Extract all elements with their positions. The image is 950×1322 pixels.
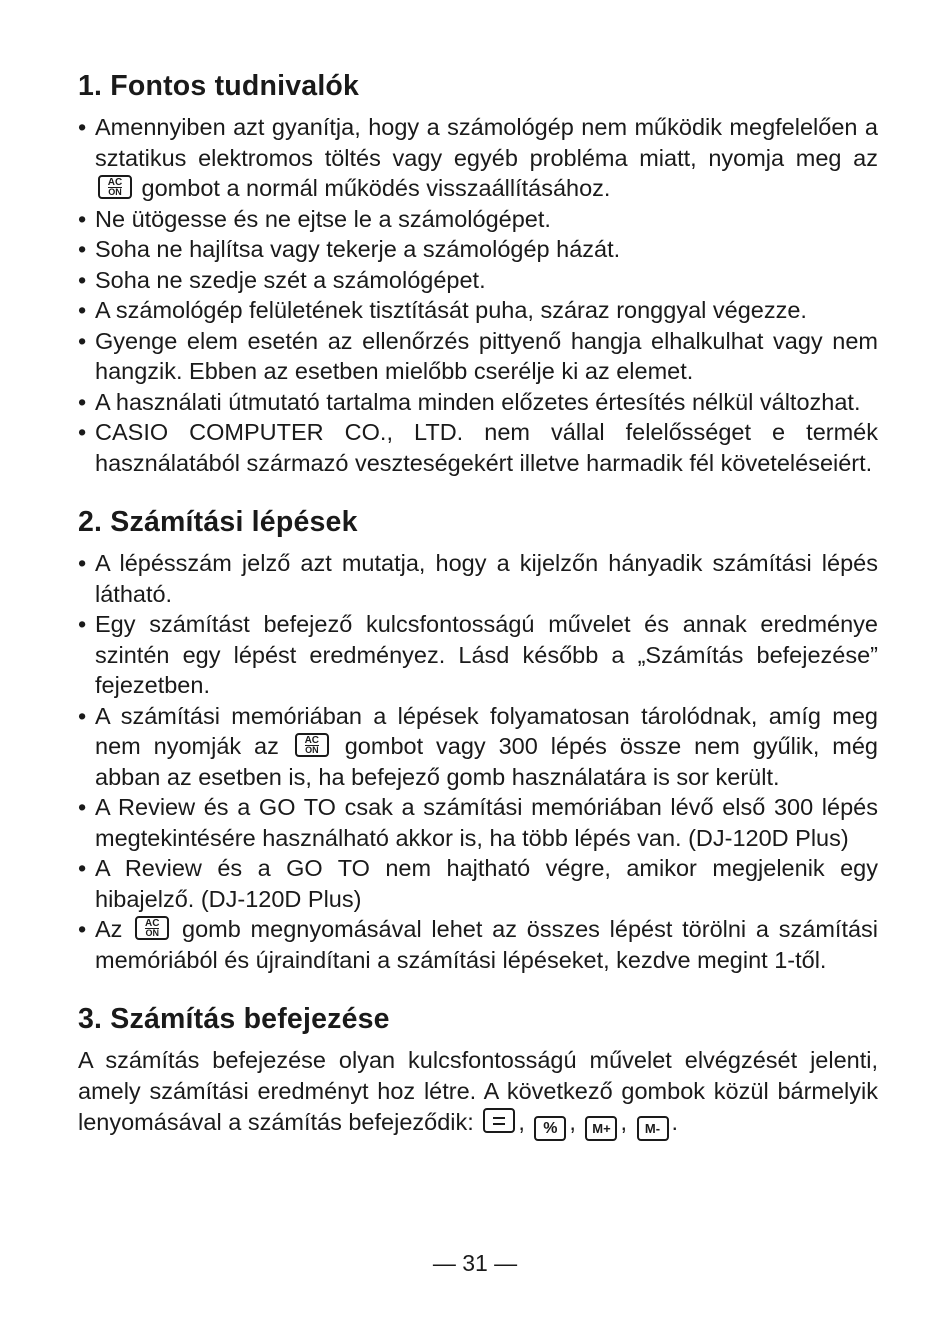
list-item: • Amennyiben azt gyanítja, hogy a számológép nem működik megfelelően a sztatikus elektromos töltés vagy egyéb probléma miatt, nyomja meg az $\frac{AC}{ON}$ gombot a normál működés visszaállításához. xyxy=(78,114,878,201)
manual-page xyxy=(78,64,878,1163)
list-item: • A Review és a GO TO nem hajtható végre, amikor megjelenik egy hibajelző. (DJ-120D Plus) xyxy=(78,855,878,912)
section-title: 2. Számítási lépések xyxy=(78,506,358,538)
list-item: • A lépésszám jelző azt mutatja, hogy a kijelzőn hányadik számítási lépés látható. xyxy=(78,550,878,607)
list-item: • CASIO COMPUTER CO., LTD. nem vállal felelősséget e termék használatából származó veszteségekért illetve harmadik fél követeléseiért. xyxy=(78,419,878,476)
memory-minus-key-icon: M- xyxy=(637,1116,669,1141)
section-calculation-completion xyxy=(78,997,878,1141)
list-item: • Gyenge elem esetén az ellenőrzés pittyenő hangja elhalkulhat vagy nem hangzik. Ebben az esetben mielőbb cserélje ki az elemet. xyxy=(78,327,878,384)
bullet-list xyxy=(78,548,878,975)
section-title: 3. Számítás befejezése xyxy=(78,1003,390,1035)
ac-on-key-icon: $\frac{AC}{ON}$ xyxy=(135,916,169,940)
section-paragraph: A számítás befejezése olyan kulcsfontosságú művelet elvégzését jelenti, amely számítási eredményt hoz létre. A következő gombok közül bármelyik lenyomásával a számítás befejeződik: , % , M+ , M- . xyxy=(78,1045,878,1141)
section-important-notes xyxy=(78,64,878,478)
page-number: — 31 — xyxy=(432,1250,518,1276)
ac-on-key-icon: $\frac{AC}{ON}$ xyxy=(295,733,329,757)
list-item: • Az $\frac{AC}{ON}$ gomb megnyomásával lehet az összes lépést törölni a számítási memóriából és újraindítani a számítási lépéseket, kezdve megint 1-től. xyxy=(78,916,879,973)
ac-on-key-icon: $\frac{AC}{ON}$ xyxy=(98,175,132,199)
section-title: 1. Fontos tudnivalók xyxy=(78,70,360,102)
percent-key-icon: % xyxy=(534,1116,566,1141)
list-item: • A számológép felületének tisztítását puha, száraz ronggyal végezze. xyxy=(78,297,807,323)
memory-plus-key-icon: M+ xyxy=(585,1116,617,1141)
equals-key-icon xyxy=(483,1108,515,1133)
list-item: • A Review és a GO TO csak a számítási memóriában lévő első 300 lépés megtekintésére használható akkor is, ha több lépés van. (DJ-120D Plus) xyxy=(78,794,878,851)
list-item: • Ne ütögesse és ne ejtse le a számológépet. xyxy=(78,205,551,232)
section-calculation-steps xyxy=(78,500,878,975)
bullet-list xyxy=(78,112,878,478)
list-item: • Egy számítást befejező kulcsfontosságú művelet és annak eredménye szintén egy lépést eredményez. Lásd később a „Számítás befejezése” fejezetben. xyxy=(78,611,878,698)
list-item: • Soha ne hajlítsa vagy tekerje a számológép házát. xyxy=(78,236,621,262)
list-item: • A számítási memóriában a lépések folyamatosan tárolódnak, amíg meg nem nyomják az $\frac{AC}{ON}$ gombot vagy 300 lépés össze nem gyűlik, még abban az esetben is, ha befejező gomb használatára is sor került. xyxy=(78,702,879,790)
list-item: • A használati útmutató tartalma minden előzetes értesítés nélkül változhat. xyxy=(78,388,861,415)
list-item: • Soha ne szedje szét a számológépet. xyxy=(78,266,486,293)
